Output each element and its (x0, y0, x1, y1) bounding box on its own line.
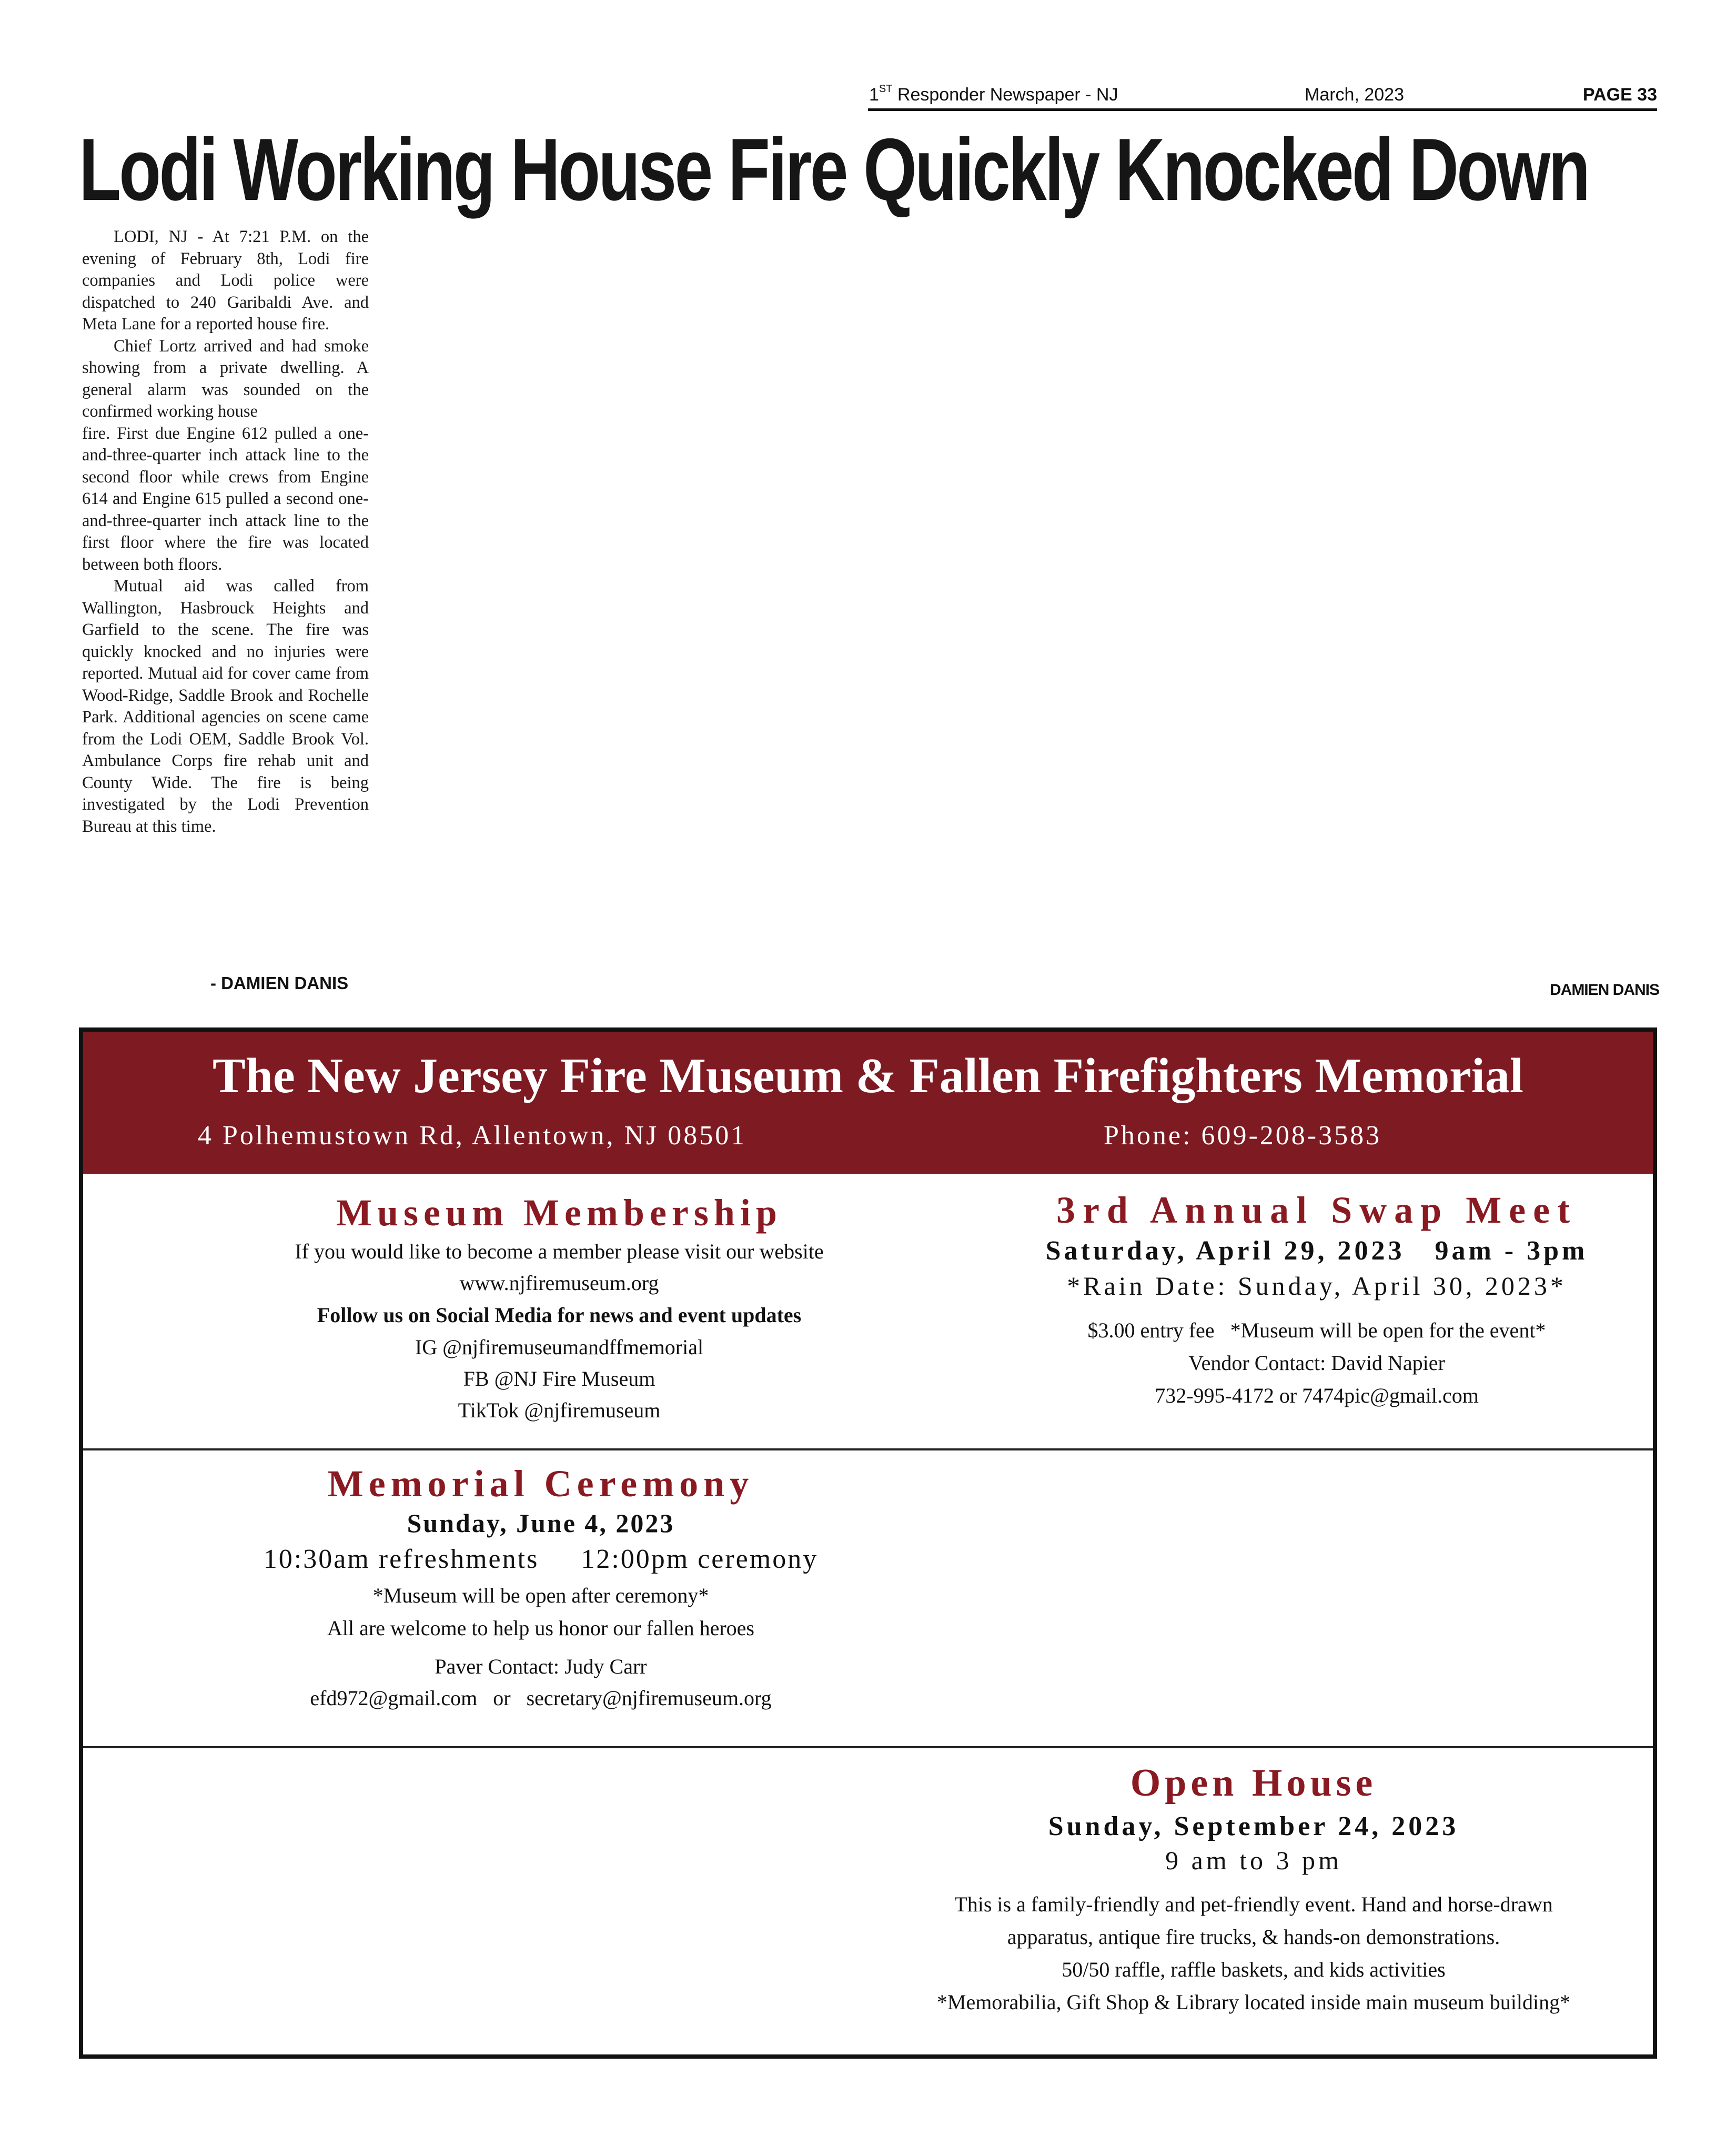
swap-meet-contact: 732-995-4172 or 7474pic@gmail.com (1155, 1384, 1479, 1407)
article-paragraph-3: Mutual aid was called from Wallington, Hasbrouck Heights and Garfield to the scene. The fire was quickly knocked and no injuries were reported. Mutual aid for cover came from Wood-Ridge, Saddle Brook and Rochelle Park. Additional agencies on scene came from the Lodi OEM, Saddle Brook Vol. Ambulance Corps fire rehab unit and County Wide. The fire is being investigated by the Lodi Prevention Bureau at this time. (82, 577, 369, 836)
open-house-line-4: *Memorabilia, Gift Shop & Library located inside main museum building* (936, 1990, 1571, 2014)
swap-meet-rain-date: *Rain Date: Sunday, April 30, 2023* (1067, 1271, 1567, 1301)
ad-divider-2 (83, 1746, 1653, 1748)
article-paragraph-2a: Chief Lortz arrived and had smoke showing from a private dwelling. A general alarm was sounded on the confirmed working house (82, 336, 369, 421)
running-header (868, 78, 1657, 111)
membership-instagram: IG @njfiremuseumandffmemorial (415, 1335, 704, 1359)
membership-facebook: FB @NJ Fire Museum (463, 1367, 655, 1391)
swap-meet-date: Saturday, April 29, 2023 9am - 3pm (1045, 1236, 1588, 1266)
membership-tiktok: TikTok @njfiremuseum (458, 1398, 661, 1422)
membership-section (115, 1190, 1004, 1426)
open-house-line-1: This is a family-friendly and pet-friendly event. Hand and horse-drawn (954, 1892, 1553, 1916)
publication-name: 1ST Responder Newspaper - NJ (869, 83, 1118, 105)
page-number: PAGE 33 (1582, 85, 1657, 105)
open-house-line-3: 50/50 raffle, raffle baskets, and kids activities (1062, 1958, 1446, 1981)
article-body (82, 226, 369, 838)
article-byline: - DAMIEN DANIS (210, 973, 349, 993)
museum-advertisement (79, 1027, 1657, 2059)
article-headline: Lodi Working House Fire Quickly Knocked Down (79, 120, 1589, 219)
open-house-heading: Open House (1130, 1761, 1377, 1805)
memorial-section (125, 1460, 956, 1714)
article-paragraph-2b: fire. First due Engine 612 pulled a one-and-three-quarter inch attack line to the second floor while crews from Engine 614 and Engine 615 pulled a second one-and-three-quarter inch attack line to the first floor where the fire was located between both floors. (82, 424, 369, 574)
article-photo (400, 231, 1662, 973)
membership-line-1: If you would like to become a member please visit our website (295, 1240, 824, 1263)
article-narrow-wrap (82, 226, 369, 336)
swap-meet-fee: $3.00 entry fee *Museum will be open for the event* (1087, 1318, 1546, 1342)
memorial-heading: Memorial Ceremony (327, 1463, 754, 1505)
membership-website: www.njfiremuseum.org (459, 1271, 659, 1295)
memorial-date: Sunday, June 4, 2023 (407, 1508, 675, 1538)
swap-meet-vendor: Vendor Contact: David Napier (1188, 1351, 1445, 1375)
article-paragraph-1: LODI, NJ - At 7:21 P.M. on the evening of February 8th, Lodi fire companies and Lodi police were dispatched to 240 Garibaldi Ave. and Meta Lane for a reported house fire. (82, 227, 369, 334)
memorial-paver-contact: Paver Contact: Judy Carr (435, 1655, 647, 1678)
open-house-date: Sunday, September 24, 2023 (1048, 1811, 1459, 1841)
open-house-section (862, 1758, 1646, 2019)
ad-phone: Phone: 609-208-3583 (1104, 1121, 1382, 1151)
issue-date: March, 2023 (1305, 85, 1404, 105)
membership-social-heading: Follow us on Social Media for news and event updates (317, 1303, 802, 1327)
photo-credit: DAMIEN DANIS (1549, 981, 1659, 999)
ad-title: The New Jersey Fire Museum & Fallen Firefighters Memorial (212, 1049, 1524, 1103)
memorial-times: 10:30am refreshments 12:00pm ceremony (263, 1544, 819, 1574)
swap-meet-heading: 3rd Annual Swap Meet (1056, 1189, 1578, 1231)
ad-banner (83, 1032, 1653, 1174)
membership-heading: Museum Membership (336, 1192, 782, 1234)
open-house-line-2: apparatus, antique fire trucks, & hands-on demonstrations. (1007, 1925, 1500, 1949)
swap-meet-section (988, 1187, 1646, 1412)
memorial-welcome: All are welcome to help us honor our fallen heroes (327, 1616, 754, 1640)
memorial-open-note: *Museum will be open after ceremony* (372, 1584, 709, 1607)
ad-address: 4 Polhemustown Rd, Allentown, NJ 08501 (198, 1121, 747, 1151)
ad-divider-1 (83, 1448, 1653, 1450)
memorial-emails: efd972@gmail.com or secretary@njfiremuseum.org (310, 1686, 772, 1710)
open-house-time: 9 am to 3 pm (1165, 1846, 1342, 1875)
